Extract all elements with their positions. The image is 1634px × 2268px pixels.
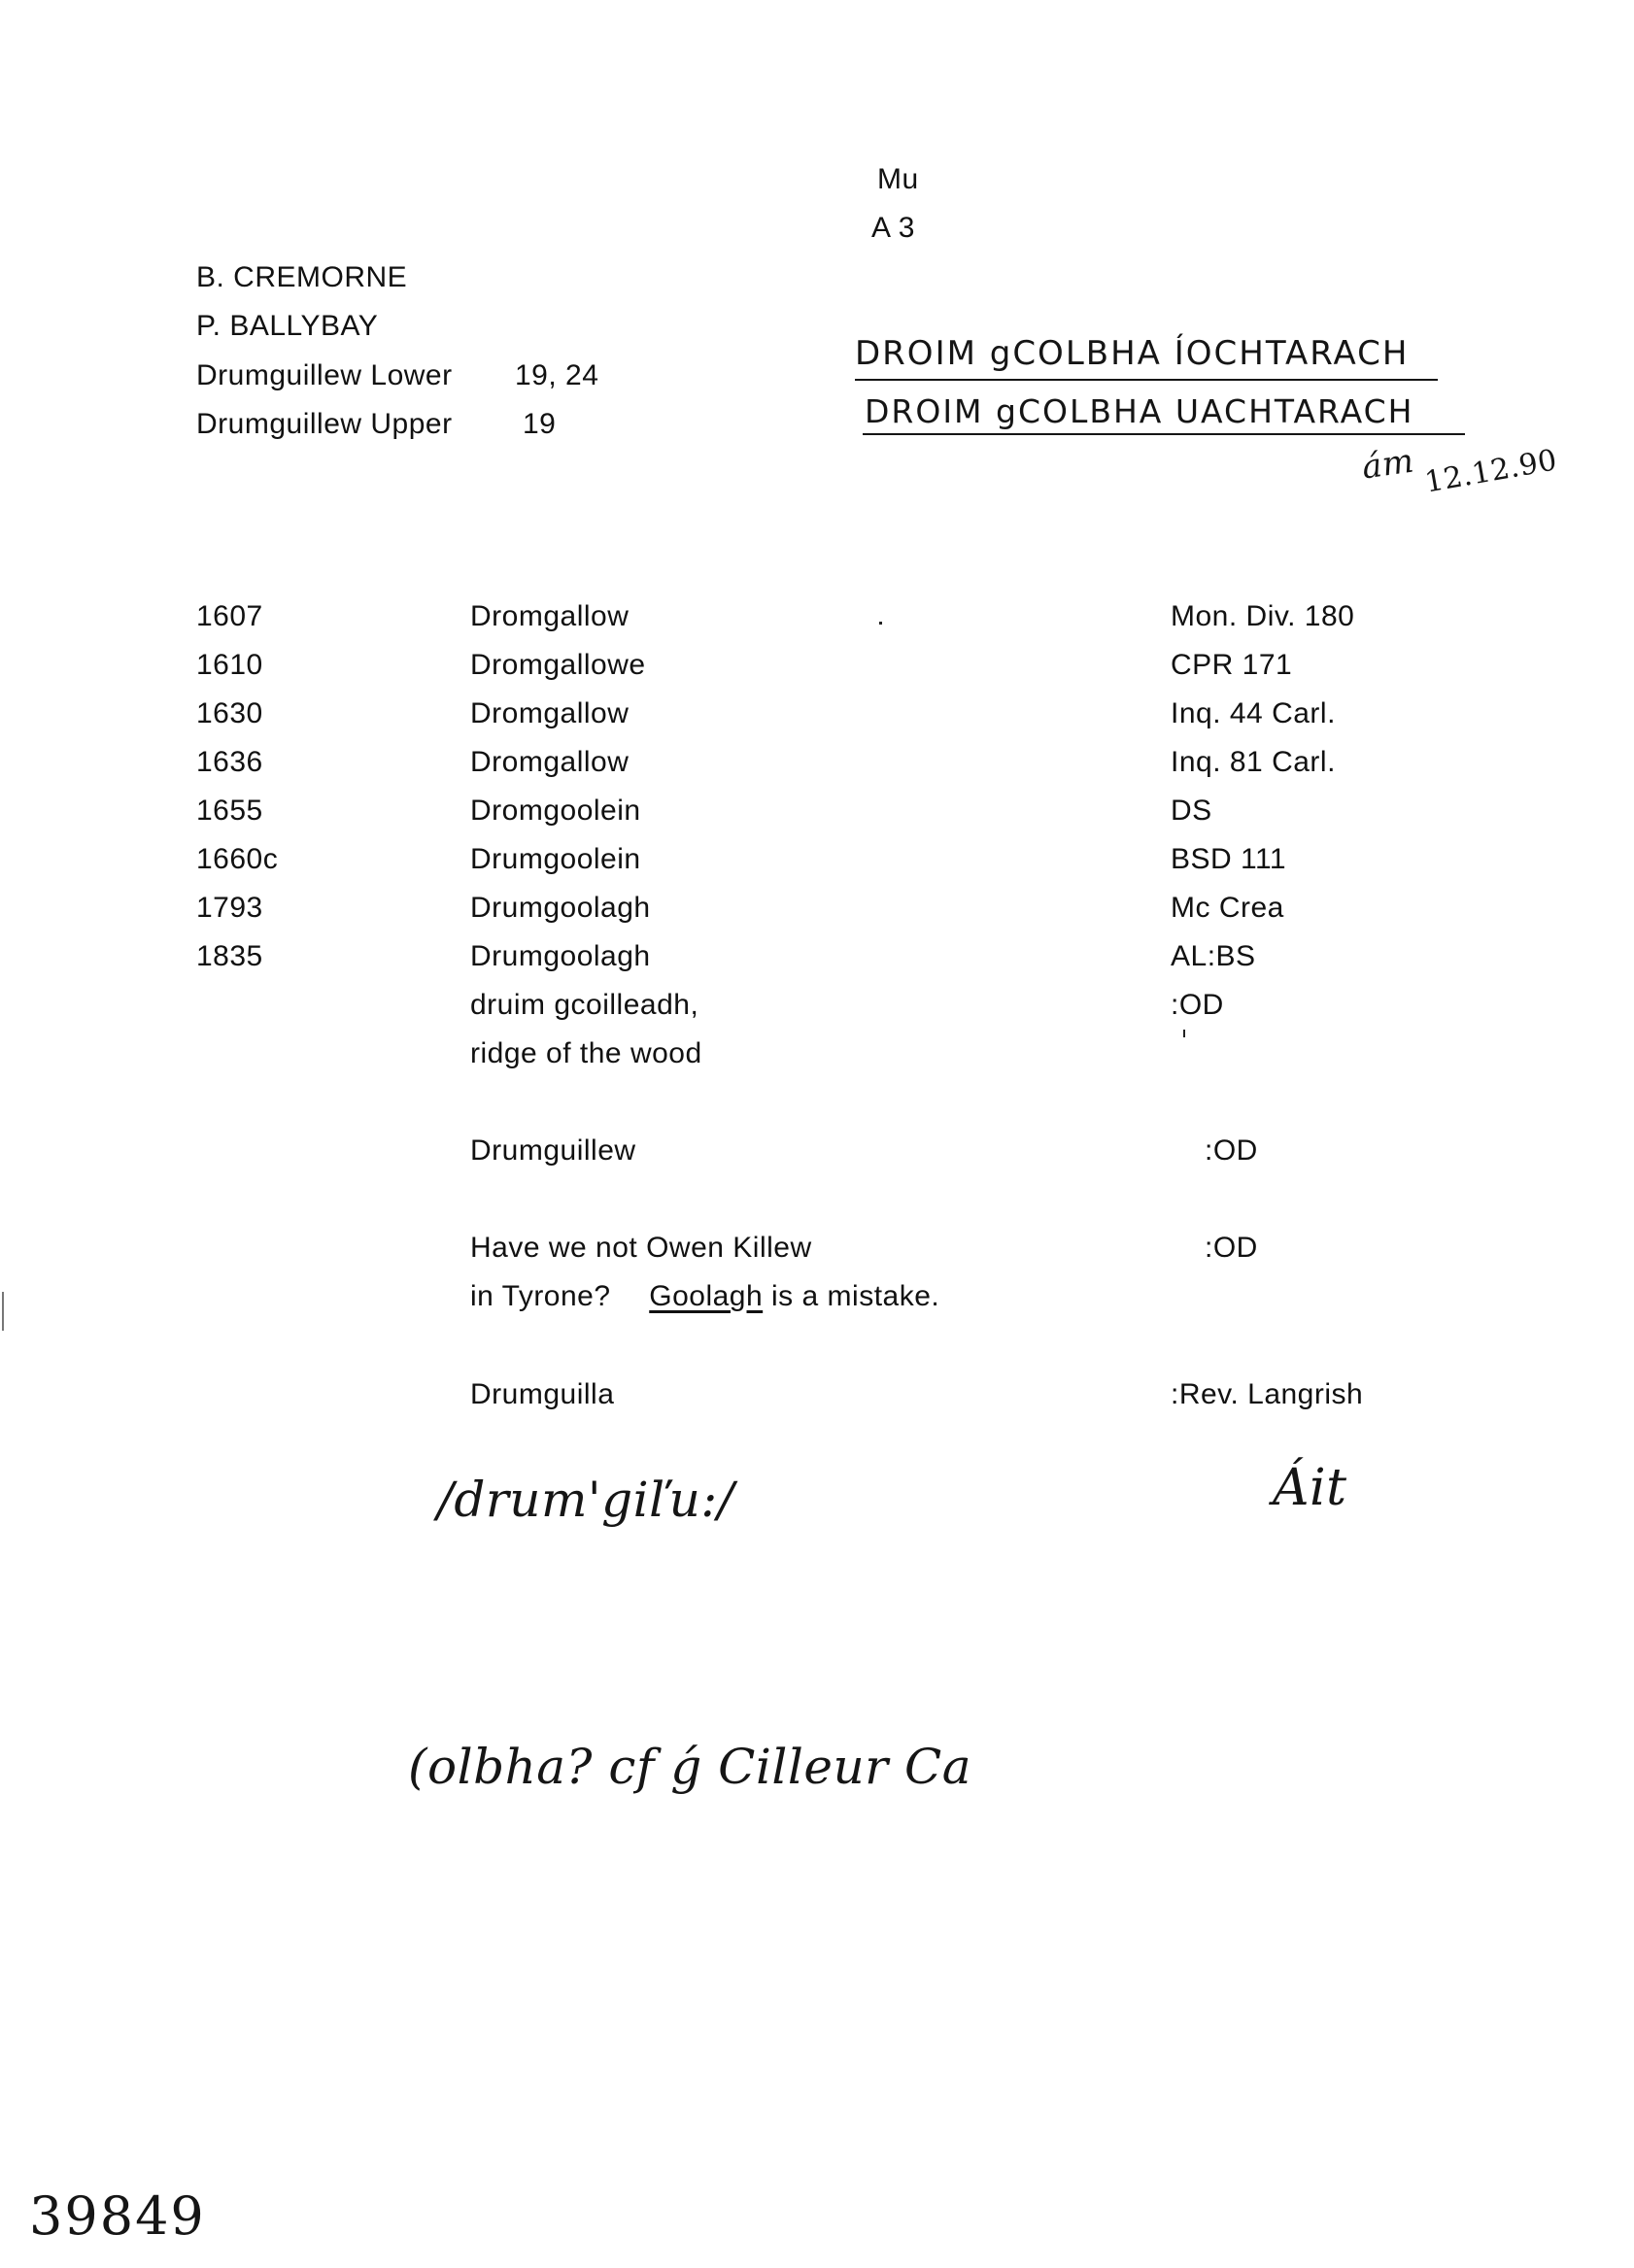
file-number: 39849 bbox=[29, 2185, 206, 2247]
handwritten-note: (olbha? cf ǵ Cilleur Ca bbox=[408, 1739, 972, 1795]
entry-year: 1607 bbox=[196, 600, 263, 632]
od-translation: ridge of the wood bbox=[470, 1037, 702, 1069]
townland-name: Drumguillew Lower bbox=[196, 359, 453, 391]
entry-year: 1655 bbox=[196, 795, 263, 827]
handwritten-date: 12.12.90 bbox=[1422, 443, 1560, 500]
od-comment-line-1: Have we not Owen Killew bbox=[470, 1232, 812, 1264]
barony: B. CREMORNE bbox=[196, 261, 408, 293]
od-comment-text: is a mistake. bbox=[771, 1280, 940, 1312]
entry-year: 1793 bbox=[196, 892, 263, 924]
scan-speck bbox=[1183, 1030, 1185, 1037]
entry-source: Mon. Div. 180 bbox=[1171, 600, 1355, 632]
irish-form-lower-underline bbox=[855, 379, 1438, 381]
entry-form: Dromgallow bbox=[470, 746, 630, 778]
od-irish-form: druim gcoilleadh, bbox=[470, 989, 699, 1021]
entry-year: 1630 bbox=[196, 697, 263, 729]
entry-source: BSD 111 bbox=[1171, 843, 1287, 875]
entry-source: DS bbox=[1171, 795, 1212, 827]
entry-form: Dromgallow bbox=[470, 600, 630, 632]
entry-source: CPR 171 bbox=[1171, 649, 1293, 681]
local-form: Drumguilla bbox=[470, 1378, 615, 1410]
pronunciation: /drum'giľu:/ bbox=[437, 1472, 735, 1528]
entry-form: Dromgallow bbox=[470, 697, 630, 729]
sheet-ref: A 3 bbox=[871, 212, 915, 244]
od-comment-underlined: Goolagh bbox=[649, 1280, 764, 1312]
townland-sheets: 19, 24 bbox=[515, 359, 599, 391]
entry-year: 1835 bbox=[196, 940, 263, 972]
scan-edge-mark bbox=[2, 1292, 4, 1331]
entry-source: Inq. 44 Carl. bbox=[1171, 697, 1336, 729]
initials: ám bbox=[1359, 441, 1417, 488]
entry-year: 1610 bbox=[196, 649, 263, 681]
entry-form: Dromgoolein bbox=[470, 795, 641, 827]
od-source: :OD bbox=[1171, 989, 1224, 1021]
od-comment-text: in Tyrone? bbox=[470, 1280, 611, 1312]
od-source: :OD bbox=[1205, 1232, 1258, 1264]
entry-source: AL:BS bbox=[1171, 940, 1256, 972]
od-form: Drumguillew bbox=[470, 1134, 636, 1167]
entry-form: Drumgoolein bbox=[470, 843, 641, 875]
entry-year: 1660c bbox=[196, 843, 279, 875]
local-source: :Rev. Langrish bbox=[1171, 1378, 1364, 1410]
classification: Áit bbox=[1273, 1459, 1347, 1517]
sheet-code: Mu bbox=[877, 163, 919, 195]
irish-form-lower: DROIM gCOLBHA ÍOCHTARACH bbox=[855, 334, 1410, 373]
entry-form: Dromgallowe bbox=[470, 649, 646, 681]
townland-sheets: 19 bbox=[523, 408, 557, 440]
od-source: :OD bbox=[1205, 1134, 1258, 1167]
parish: P. BALLYBAY bbox=[196, 310, 379, 342]
entry-form: Drumgoolagh bbox=[470, 940, 651, 972]
irish-form-upper: DROIM gCOLBHA UACHTARACH bbox=[865, 392, 1414, 430]
entry-source: Inq. 81 Carl. bbox=[1171, 746, 1336, 778]
entry-source: Mc Crea bbox=[1171, 892, 1284, 924]
entry-year: 1636 bbox=[196, 746, 263, 778]
townland-name: Drumguillew Upper bbox=[196, 408, 453, 440]
irish-form-upper-underline bbox=[863, 433, 1465, 435]
entry-form: Drumgoolagh bbox=[470, 892, 651, 924]
od-comment-line-2 bbox=[470, 1279, 939, 1314]
scan-speck bbox=[879, 622, 882, 625]
